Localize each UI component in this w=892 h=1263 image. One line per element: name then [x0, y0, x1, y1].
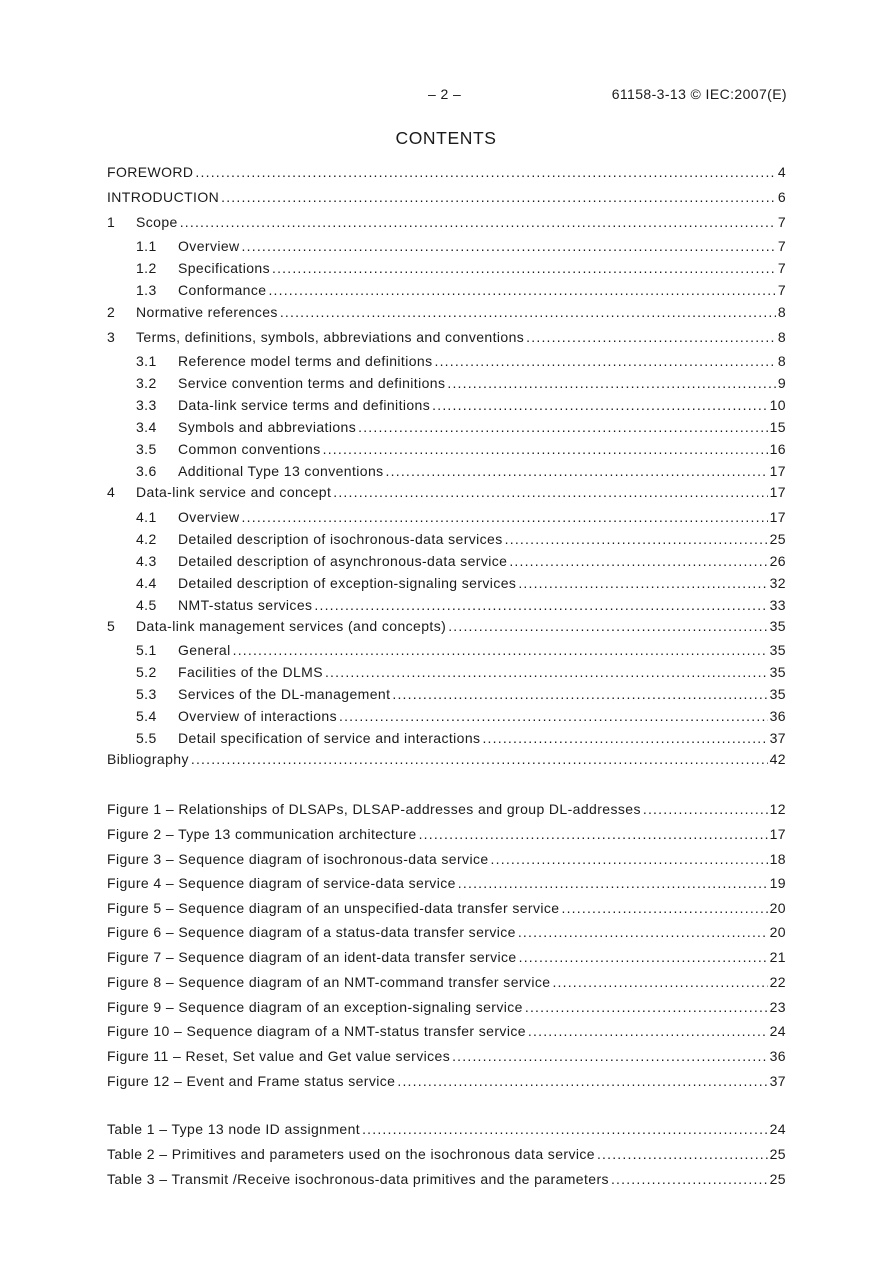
toc-entry[interactable] — [107, 825, 786, 843]
toc-entry-page: 17 — [769, 826, 786, 842]
toc-entry-number: 5.1 — [136, 642, 157, 658]
dot-leader — [386, 462, 768, 480]
toc-entry[interactable] — [107, 462, 786, 480]
toc-entry[interactable] — [107, 440, 786, 458]
dot-leader — [458, 874, 768, 892]
toc-entry-number: 3.3 — [136, 397, 157, 413]
toc-entry-label: Table 3 – Transmit /Receive isochronous-data primitives and the parameters — [107, 1171, 609, 1187]
toc-entry-page: 35 — [769, 618, 786, 634]
toc-entry-number: 5.2 — [136, 664, 157, 680]
toc-entry-page: 19 — [769, 875, 786, 891]
toc-entry-page: 8 — [777, 304, 786, 320]
toc-entry-number: 4.1 — [136, 509, 157, 525]
toc-entry[interactable] — [107, 1022, 786, 1040]
toc-entry-label: Specifications — [178, 260, 270, 276]
dot-leader — [448, 617, 767, 635]
toc-entry[interactable] — [107, 998, 786, 1016]
toc-entry-page: 24 — [769, 1121, 786, 1137]
dot-leader — [392, 685, 767, 703]
dot-leader — [280, 303, 776, 321]
toc-entry[interactable] — [107, 923, 786, 941]
contents-title: CONTENTS — [395, 128, 497, 148]
dot-leader — [323, 440, 768, 458]
toc-entry-page: 20 — [769, 900, 786, 916]
dot-leader — [552, 973, 767, 991]
toc-entry-number: 3.1 — [136, 353, 157, 369]
dot-leader — [233, 641, 768, 659]
dot-leader — [519, 948, 768, 966]
toc-entry-page: 32 — [769, 575, 786, 591]
dot-leader — [447, 374, 775, 392]
toc-entry-page: 25 — [769, 1146, 786, 1162]
toc-entry-label: Figure 6 – Sequence diagram of a status-data transfer service — [107, 924, 516, 940]
toc-entry-label: Detailed description of isochronous-data services — [178, 531, 503, 547]
toc-entry-page: 33 — [769, 597, 786, 613]
toc-entry-page: 12 — [769, 801, 786, 817]
toc-entry-page: 35 — [769, 664, 786, 680]
dot-leader — [562, 899, 768, 917]
toc-entry-page: 7 — [777, 214, 786, 230]
dot-leader — [482, 729, 767, 747]
toc-entry-number: 3.2 — [136, 375, 157, 391]
toc-entry[interactable] — [107, 874, 786, 892]
toc-entry-label: Detailed description of asynchronous-data service — [178, 553, 508, 569]
toc-entry[interactable] — [107, 552, 786, 570]
toc-entry-number: 5.4 — [136, 708, 157, 724]
toc-entry-number: 4.5 — [136, 597, 157, 613]
dot-leader — [643, 800, 768, 818]
toc-entry-label: Figure 11 – Reset, Set value and Get value services — [107, 1048, 451, 1064]
toc-entry-number: 4.3 — [136, 553, 157, 569]
toc-entry-label: Detail specification of service and interactions — [178, 730, 481, 746]
dot-leader — [452, 1047, 768, 1065]
toc-entry-label: Services of the DL-management — [178, 686, 391, 702]
dot-leader — [242, 508, 768, 526]
toc-entry[interactable] — [107, 617, 786, 635]
toc-entry-page: 8 — [777, 353, 786, 369]
toc-entry-label: FOREWORD — [107, 164, 194, 180]
toc-entry-label: Bibliography — [107, 751, 189, 767]
toc-entry-page: 18 — [769, 851, 786, 867]
toc-entry-page: 17 — [769, 484, 786, 500]
dot-leader — [325, 663, 768, 681]
document-id: 61158-3-13 © IEC:2007(E) — [611, 86, 787, 102]
dot-leader — [491, 850, 768, 868]
toc-entry[interactable] — [107, 237, 786, 255]
toc-entry[interactable] — [107, 948, 786, 966]
toc-entry-page: 26 — [769, 553, 786, 569]
toc-entry[interactable] — [107, 259, 786, 277]
dot-leader — [505, 530, 768, 548]
toc-entry-label: Figure 3 – Sequence diagram of isochronous-data service — [107, 851, 489, 867]
toc-entry[interactable] — [107, 213, 786, 231]
toc-entry[interactable] — [107, 641, 786, 659]
toc-entry[interactable] — [107, 303, 786, 321]
toc-entry[interactable] — [107, 750, 786, 768]
page-number: – 2 – — [428, 86, 462, 102]
toc-entry-label: Figure 1 – Relationships of DLSAPs, DLSAP-addresses and group DL-addresses — [107, 801, 641, 817]
toc-entry[interactable] — [107, 396, 786, 414]
toc-entry-label: Figure 5 – Sequence diagram of an unspecified-data transfer service — [107, 900, 560, 916]
toc-entry-page: 7 — [777, 238, 786, 254]
toc-entry-number: 4.2 — [136, 531, 157, 547]
toc-entry-number: 5.3 — [136, 686, 157, 702]
dot-leader — [509, 552, 767, 570]
toc-entry-number: 3.6 — [136, 463, 157, 479]
dot-leader — [180, 213, 776, 231]
toc-entry-label: Facilities of the DLMS — [178, 664, 323, 680]
toc-entry-label: Data-link service and concept — [136, 484, 332, 500]
dot-leader — [242, 237, 776, 255]
dot-leader — [526, 328, 776, 346]
toc-entry-page: 21 — [769, 949, 786, 965]
dot-leader — [397, 1072, 767, 1090]
toc-entry-page: 25 — [769, 1171, 786, 1187]
toc-entry-label: Figure 7 – Sequence diagram of an ident-data transfer service — [107, 949, 517, 965]
toc-entry-number: 1.3 — [136, 282, 157, 298]
toc-entry-number: 1 — [107, 214, 116, 230]
dot-leader — [191, 750, 768, 768]
toc-entry[interactable] — [107, 1047, 786, 1065]
toc-entry-label: Overview of interactions — [178, 708, 337, 724]
toc-entry-page: 22 — [769, 974, 786, 990]
toc-entry-label: Table 2 – Primitives and parameters used on the isochronous data service — [107, 1146, 595, 1162]
dot-leader — [419, 825, 768, 843]
dot-leader — [518, 574, 767, 592]
toc-entry-page: 9 — [777, 375, 786, 391]
toc-entry-label: Table 1 – Type 13 node ID assignment — [107, 1121, 361, 1137]
dot-leader — [597, 1145, 768, 1163]
toc-entry-page: 37 — [769, 1073, 786, 1089]
toc-entry-number: 4 — [107, 484, 116, 500]
dot-leader — [221, 188, 776, 206]
toc-entry-page: 20 — [769, 924, 786, 940]
dot-leader — [525, 998, 768, 1016]
toc-entry-page: 15 — [769, 419, 786, 435]
toc-entry[interactable] — [107, 973, 786, 991]
toc-entry-number: 3.4 — [136, 419, 157, 435]
toc-entry-number: 1.2 — [136, 260, 157, 276]
toc-entry[interactable] — [107, 188, 786, 206]
toc-entry[interactable] — [107, 163, 786, 181]
toc-entry[interactable] — [107, 328, 786, 346]
toc-entry[interactable] — [107, 1170, 786, 1188]
dot-leader — [518, 923, 768, 941]
dot-leader — [268, 281, 775, 299]
toc-entry[interactable] — [107, 418, 786, 436]
toc-entry[interactable] — [107, 483, 786, 501]
toc-entry-number: 3.5 — [136, 441, 157, 457]
toc-entry[interactable] — [107, 352, 786, 370]
dot-leader — [528, 1022, 768, 1040]
toc-entry-page: 23 — [769, 999, 786, 1015]
toc-entry-number: 5 — [107, 618, 116, 634]
toc-entry[interactable] — [107, 663, 786, 681]
toc-entry-page: 4 — [777, 164, 786, 180]
toc-entry-label: Common conventions — [178, 441, 321, 457]
toc-entry-page: 7 — [777, 282, 786, 298]
dot-leader — [362, 1120, 768, 1138]
toc-entry-number: 3 — [107, 329, 116, 345]
toc-entry-label: Reference model terms and definitions — [178, 353, 433, 369]
toc-entry[interactable] — [107, 707, 786, 725]
toc-entry[interactable] — [107, 685, 786, 703]
toc-entry-label: Data-link service terms and definitions — [178, 397, 431, 413]
toc-entry-label: Scope — [136, 214, 178, 230]
toc-entry-number: 2 — [107, 304, 116, 320]
toc-entry-label: NMT-status services — [178, 597, 313, 613]
toc-entry[interactable] — [107, 374, 786, 392]
toc-entry-page: 37 — [769, 730, 786, 746]
toc-entry[interactable] — [107, 281, 786, 299]
dot-leader — [358, 418, 768, 436]
toc-entry-page: 8 — [777, 329, 786, 345]
toc-entry-number: 5.5 — [136, 730, 157, 746]
toc-entry-label: General — [178, 642, 231, 658]
toc-entry[interactable] — [107, 508, 786, 526]
dot-leader — [611, 1170, 768, 1188]
toc-entry[interactable] — [107, 1145, 786, 1163]
toc-entry[interactable] — [107, 574, 786, 592]
toc-entry-label: Conformance — [178, 282, 267, 298]
dot-leader — [434, 352, 775, 370]
toc-entry-page: 42 — [769, 751, 786, 767]
toc-entry[interactable] — [107, 729, 786, 747]
toc-entry-page: 17 — [769, 509, 786, 525]
toc-entry-page: 24 — [769, 1023, 786, 1039]
toc-entry-number: 4.4 — [136, 575, 157, 591]
toc-entry-page: 7 — [777, 260, 786, 276]
toc-entry-label: Figure 12 – Event and Frame status service — [107, 1073, 396, 1089]
toc-entry[interactable] — [107, 530, 786, 548]
toc-entry-label: Overview — [178, 509, 240, 525]
toc-entry-page: 10 — [769, 397, 786, 413]
toc-entry-label: Normative references — [136, 304, 278, 320]
dot-leader — [339, 707, 768, 725]
toc-entry-label: Figure 8 – Sequence diagram of an NMT-command transfer service — [107, 974, 551, 990]
toc-entry-label: INTRODUCTION — [107, 189, 220, 205]
dot-leader — [432, 396, 767, 414]
toc-entry-number: 1.1 — [136, 238, 157, 254]
dot-leader — [333, 483, 767, 501]
toc-entry[interactable] — [107, 596, 786, 614]
toc-entry-label: Detailed description of exception-signaling services — [178, 575, 517, 591]
toc-entry-label: Data-link management services (and concepts) — [136, 618, 447, 634]
toc-entry-label: Figure 4 – Sequence diagram of service-data service — [107, 875, 456, 891]
toc-entry-label: Service convention terms and definitions — [178, 375, 446, 391]
toc-entry[interactable] — [107, 850, 786, 868]
toc-entry-label: Figure 9 – Sequence diagram of an exception-signaling service — [107, 999, 523, 1015]
toc-entry-page: 6 — [777, 189, 786, 205]
toc-entry-label: Terms, definitions, symbols, abbreviations and conventions — [136, 329, 525, 345]
table-of-contents — [107, 0, 786, 1263]
toc-entry-page: 35 — [769, 686, 786, 702]
toc-entry-page: 17 — [769, 463, 786, 479]
toc-entry[interactable] — [107, 800, 786, 818]
toc-entry-label: Additional Type 13 conventions — [178, 463, 384, 479]
toc-entry-page: 25 — [769, 531, 786, 547]
toc-entry-page: 36 — [769, 708, 786, 724]
toc-entry-label: Figure 2 – Type 13 communication architecture — [107, 826, 417, 842]
toc-entry-label: Overview — [178, 238, 240, 254]
toc-entry-page: 16 — [769, 441, 786, 457]
dot-leader — [314, 596, 767, 614]
toc-entry[interactable] — [107, 899, 786, 917]
toc-entry-label: Figure 10 – Sequence diagram of a NMT-status transfer service — [107, 1023, 526, 1039]
dot-leader — [272, 259, 776, 277]
toc-entry-page: 36 — [769, 1048, 786, 1064]
toc-entry-label: Symbols and abbreviations — [178, 419, 357, 435]
toc-entry-page: 35 — [769, 642, 786, 658]
toc-entry[interactable] — [107, 1072, 786, 1090]
toc-entry[interactable] — [107, 1120, 786, 1138]
dot-leader — [195, 163, 775, 181]
